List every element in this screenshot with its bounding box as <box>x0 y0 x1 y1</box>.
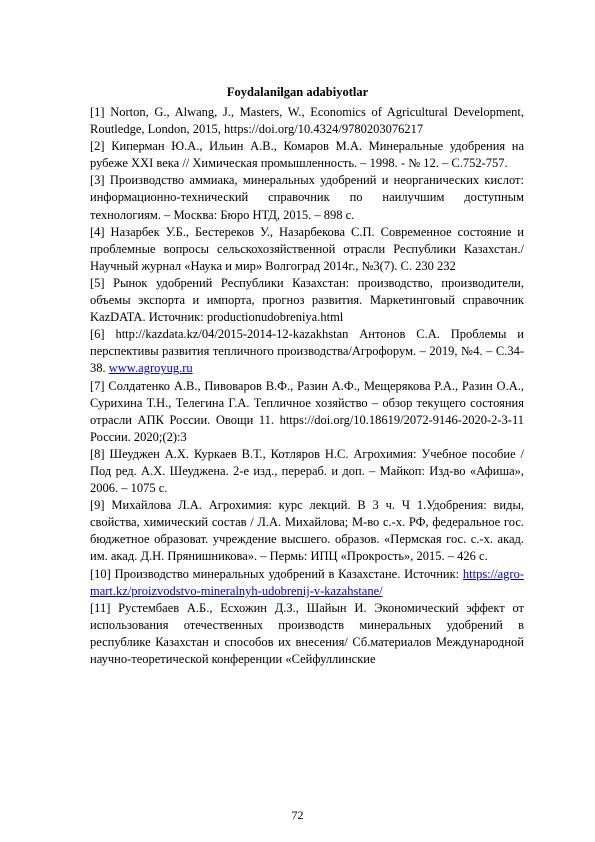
reference-item <box>90 138 524 172</box>
reference-text: [9] Михайлова Л.А. Агрохимия: курс лекций. В 3 ч. Ч 1.Удобрения: виды, свойства, химический состав / Л.А. Михайлова; М-во с.-х. РФ, федеральное гос. бюджетное образоват. учреждение высшего. образов. «Пермская гос. с.-х. акад. им. акад. Д.Н. Прянишникова». – Пермь: ИПЦ «Прокрость», 2015. – 426 с. <box>90 498 524 564</box>
reference-item <box>90 172 524 223</box>
reference-text: [1] Norton, G., Alwang, J., Masters, W., Economics of Agricultural Development, Routledge, London, 2015, https://doi.org/10.4324/9780203076217 <box>90 105 524 137</box>
reference-item <box>90 566 524 600</box>
reference-text: [3] Производство аммиака, минеральных удобрений и неорганических кислот: информационно-технический справочник по наилучшим доступным технологиям. – Москва: Бюро НТД, 2015. – 898 с. <box>90 173 524 222</box>
reference-item <box>90 497 524 565</box>
reference-text: [4] Назарбек У.Б., Бестереков У., Назарбекова С.П. Современное состояние и проблемные вопросы сельскохозяйственной отрасли Республики Казахстан./Научный журнал «Наука и мир» Волгоград 2014г., №3(7). С. 230 232 <box>90 224 524 273</box>
reference-link[interactable]: https://agro-mart.kz/proizvodstvo-mineralnyh-udobrenij-v-kazahstane/ <box>90 566 524 598</box>
references-heading: Foydalanilgan adabiyotlar <box>226 85 369 99</box>
reference-item <box>90 378 524 446</box>
reference-text: [2] Киперман Ю.А., Ильин А.В., Комаров М.А. Минеральные удобрения на рубеже XXI века // Химическая промышленность. – 1998. - № 12. – С.752-757. <box>90 139 524 171</box>
reference-link[interactable]: www.agroyug.ru <box>108 361 193 376</box>
reference-item <box>90 326 524 377</box>
reference-item <box>90 446 524 497</box>
reference-text: [8] Шеуджен А.Х. Куркаев В.Т., Котляров Н.С. Агрохимия: Учебное пособие / Под ред. А.Х. Шеуджена. 2-е изд., перераб. и доп. – Майкоп: Изд-во «Афиша», 2006. – 1075 с. <box>90 446 524 496</box>
page-number: 72 <box>291 808 304 822</box>
reference-text: [6] http://kazdata.kz/04/2015-2014-12-kazakhstan Антонов С.А. Проблемы и перспективы развития тепличного производства/Агрофорум. – 2019, №4. – С.34-38. <box>90 327 524 376</box>
references-list <box>90 104 524 668</box>
reference-text: [5] Рынок удобрений Республики Казахстан: производство, производители, объемы экспорта и импорта, прогноз развития. Маркетинговый справочник KazDATA. Источник: productionudobreniya.html <box>90 275 524 325</box>
reference-item <box>90 600 524 668</box>
reference-item <box>90 275 524 326</box>
reference-text: [11] Рустембаев А.Б., Есхожин Д.З., Шайын И. Экономический эффект от использования отечественных производств минеральных удобрений в республике Казахстан и способов их внесения/ Сб.материалов Международной научно-теоретической конференции «Сейфуллинские <box>90 600 524 666</box>
reference-text: [10] Производство минеральных удобрений в Казахстане. Источник: <box>90 566 463 581</box>
reference-item <box>90 224 524 275</box>
reference-text: [7] Солдатенко А.В., Пивоваров В.Ф., Разин А.Ф., Мещерякова Р.А., Разин О.А., Сурихина Т.Н., Телегина Г.А. Тепличное хозяйство – обзор текущего состояния отрасли АПК России. Овощи 11. https://doi.org/10.18619/2072-9146-2020-2-3-11 России. 2020;(2):3 <box>90 378 524 444</box>
reference-item <box>90 104 524 138</box>
